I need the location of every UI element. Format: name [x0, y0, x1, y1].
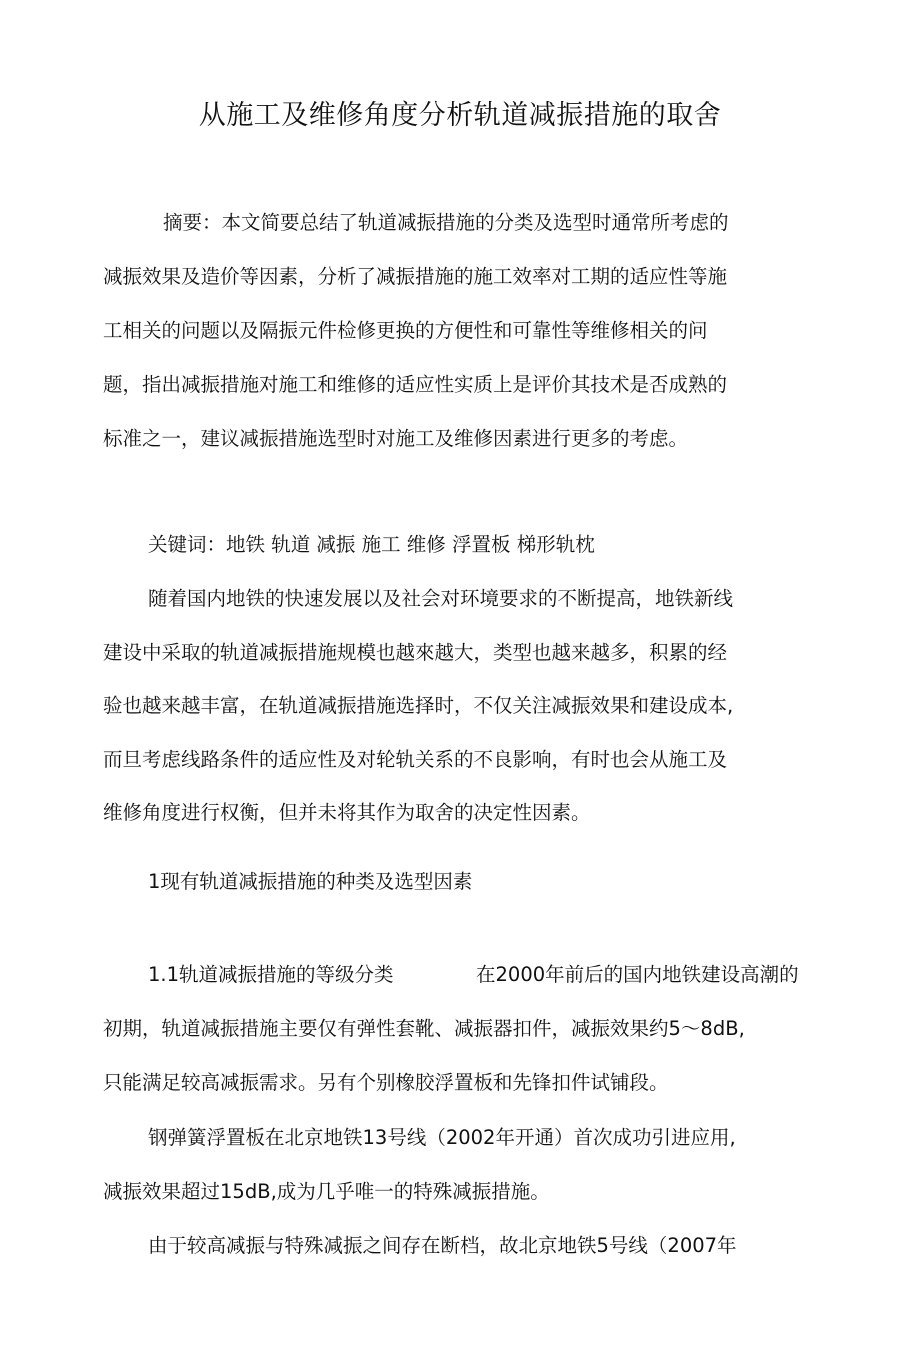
abstract-line: 减振效果及造价等因素，分析了减振措施的施工效率对工期的适应性等施: [103, 265, 728, 288]
section-1-1-heading: 1.1轨道减振措施的等级分类: [148, 963, 394, 986]
abstract-line: 题，指出减振措施对施工和维修的适应性实质上是评价其技术是否成熟的: [103, 373, 728, 396]
abstract-line: 摘要：本文简要总结了轨道减振措施的分类及选型时通常所考虑的: [163, 211, 729, 234]
section-1-heading: 1现有轨道减振措施的种类及选型因素: [148, 870, 473, 893]
spring-para-line: 钢弹簧浮置板在北京地铁13号线（2002年开通）首次成功引进应用,: [148, 1126, 736, 1149]
section-1-1-line: 只能满足较高减振需求。另有个别橡胶浮置板和先锋扣件试铺段。: [103, 1071, 669, 1094]
abstract-line: 工相关的问题以及隔振元件检修更换的方便性和可靠性等维修相关的问: [103, 319, 708, 342]
intro-line: 建设中采取的轨道减振措施规模也越來越大，类型也越来越多，积累的经: [103, 641, 728, 664]
intro-line: 而旦考虑线路条件的适应性及对轮轨关系的不良影响，有时也会从施工及: [103, 748, 728, 771]
intro-line: 验也越来越丰富，在轨道减振措施选择时，不仅关注减振效果和建设成本,: [103, 694, 734, 717]
intro-line: 随着国内地铁的快速发展以及社会对环境要求的不断提高，地铁新线: [148, 587, 734, 610]
spring-para-line: 减振效果超过15dB,成为几乎唯一的特殊减振措施。: [103, 1180, 550, 1203]
section-1-1-first-line: 在2000年前后的国内地铁建设高潮的: [476, 963, 799, 986]
document-title: 从施工及维修角度分析轨道减振措施的取舍: [198, 100, 722, 131]
intro-line: 维修角度进行权衡，但并未将其作为取舍的决定性因素。: [103, 801, 591, 824]
section-1-1-line: 初期，轨道减振措施主要仅有弹性套靴、减振器扣件，减振效果约5～8dB,: [103, 1017, 745, 1040]
abstract-line: 标准之一，建议减振措施选型时对施工及维修因素进行更多的考虑。: [103, 427, 689, 450]
gap-para-line: 由于较高减振与特殊减振之间存在断档，故北京地铁5号线（2007年: [148, 1234, 737, 1257]
keywords-line: 关键词：地铁 轨道 减振 施工 维修 浮置板 梯形轨枕: [148, 533, 595, 556]
